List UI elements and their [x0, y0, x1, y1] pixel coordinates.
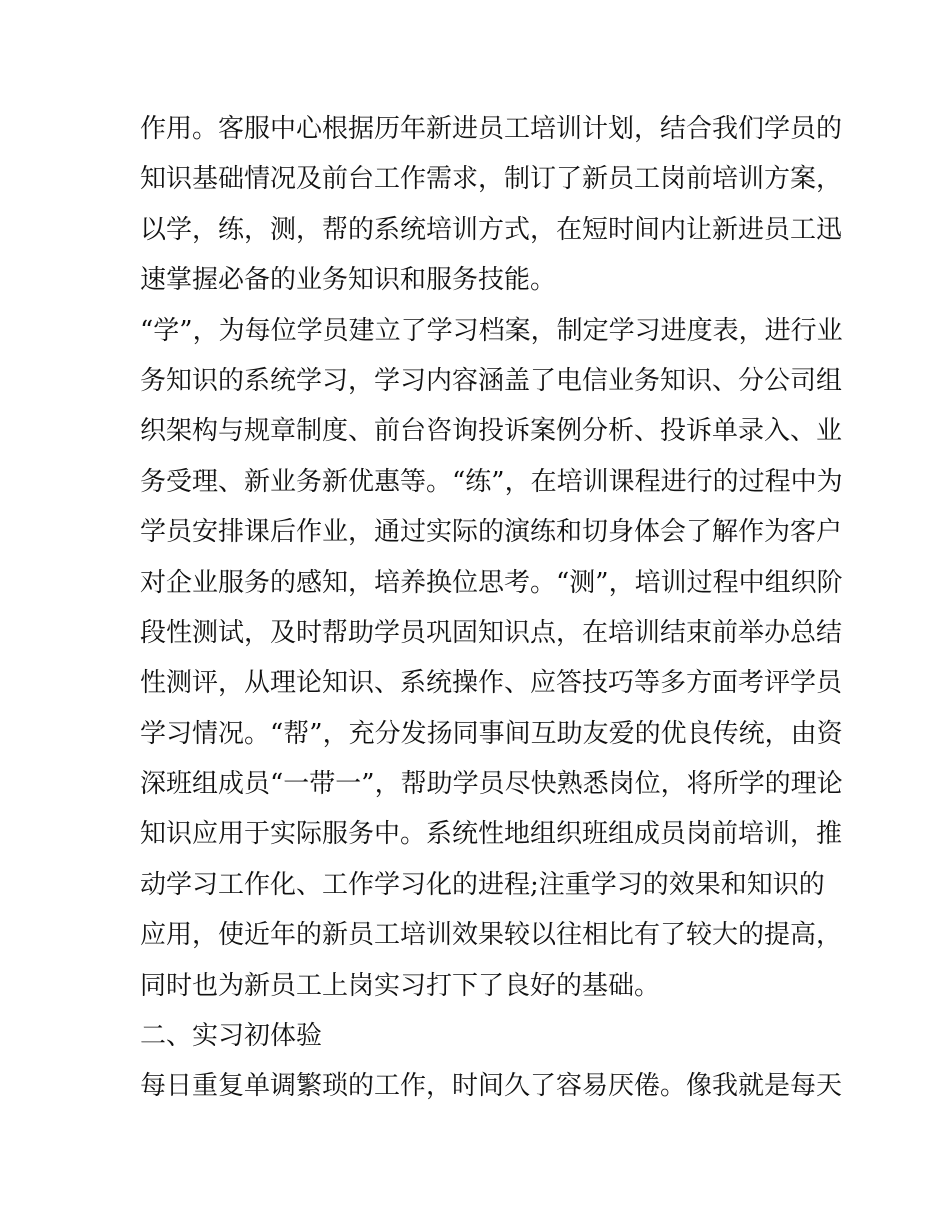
text-line: 性测评，从理论知识、系统操作、应答技巧等多方面考评学员 [140, 668, 843, 699]
text-line: 段性测试，及时帮助学员巩固知识点，在培训结束前举办总结 [140, 617, 843, 648]
text-line: “学”，为每位学员建立了学习档案，制定学习进度表，进行业 [140, 315, 843, 346]
text-line: 务知识的系统学习，学习内容涵盖了电信业务知识、分公司组 [140, 365, 843, 396]
text-line: 动学习工作化、工作学习化的进程;注重学习的效果和知识的 [140, 869, 825, 900]
text-line: 速掌握必备的业务知识和服务技能。 [140, 265, 557, 296]
text-line: 对企业服务的感知，培养换位思考。“测”，培训过程中组织阶 [140, 567, 843, 598]
text-line: 学习情况。“帮”，充分发扬同事间互助友爱的优良传统，由资 [140, 718, 843, 749]
text-line: 学员安排课后作业，通过实际的演练和切身体会了解作为客户 [140, 517, 843, 548]
text-line: 应用，使近年的新员工培训效果较以往相比有了较大的提高， [140, 920, 843, 951]
text-line: 同时也为新员工上岗实习打下了良好的基础。 [140, 970, 661, 1001]
text-line: 作用。客服中心根据历年新进员工培训计划，结合我们学员的 [140, 114, 843, 144]
text-line: 务受理、新业务新优惠等。“练”，在培训课程进行的过程中为 [140, 466, 843, 497]
section-heading: 二、实习初体验 [140, 1021, 323, 1052]
text-line: 以学，练，测，帮的系统培训方式，在短时间内让新进员工迅 [140, 214, 843, 245]
text-line: 深班组成员“一带一”，帮助学员尽快熟悉岗位，将所学的理论 [140, 769, 843, 800]
text-line: 知识应用于实际服务中。系统性地组织班组成员岗前培训，推 [140, 819, 843, 850]
document-body [140, 104, 843, 1112]
text-line: 织架构与规章制度、前台咨询投诉案例分析、投诉单录入、业 [140, 416, 843, 447]
text-line: 知识基础情况及前台工作需求，制订了新员工岗前培训方案， [140, 164, 843, 195]
text-line: 每日重复单调繁琐的工作，时间久了容易厌倦。像我就是每天 [140, 1071, 843, 1102]
